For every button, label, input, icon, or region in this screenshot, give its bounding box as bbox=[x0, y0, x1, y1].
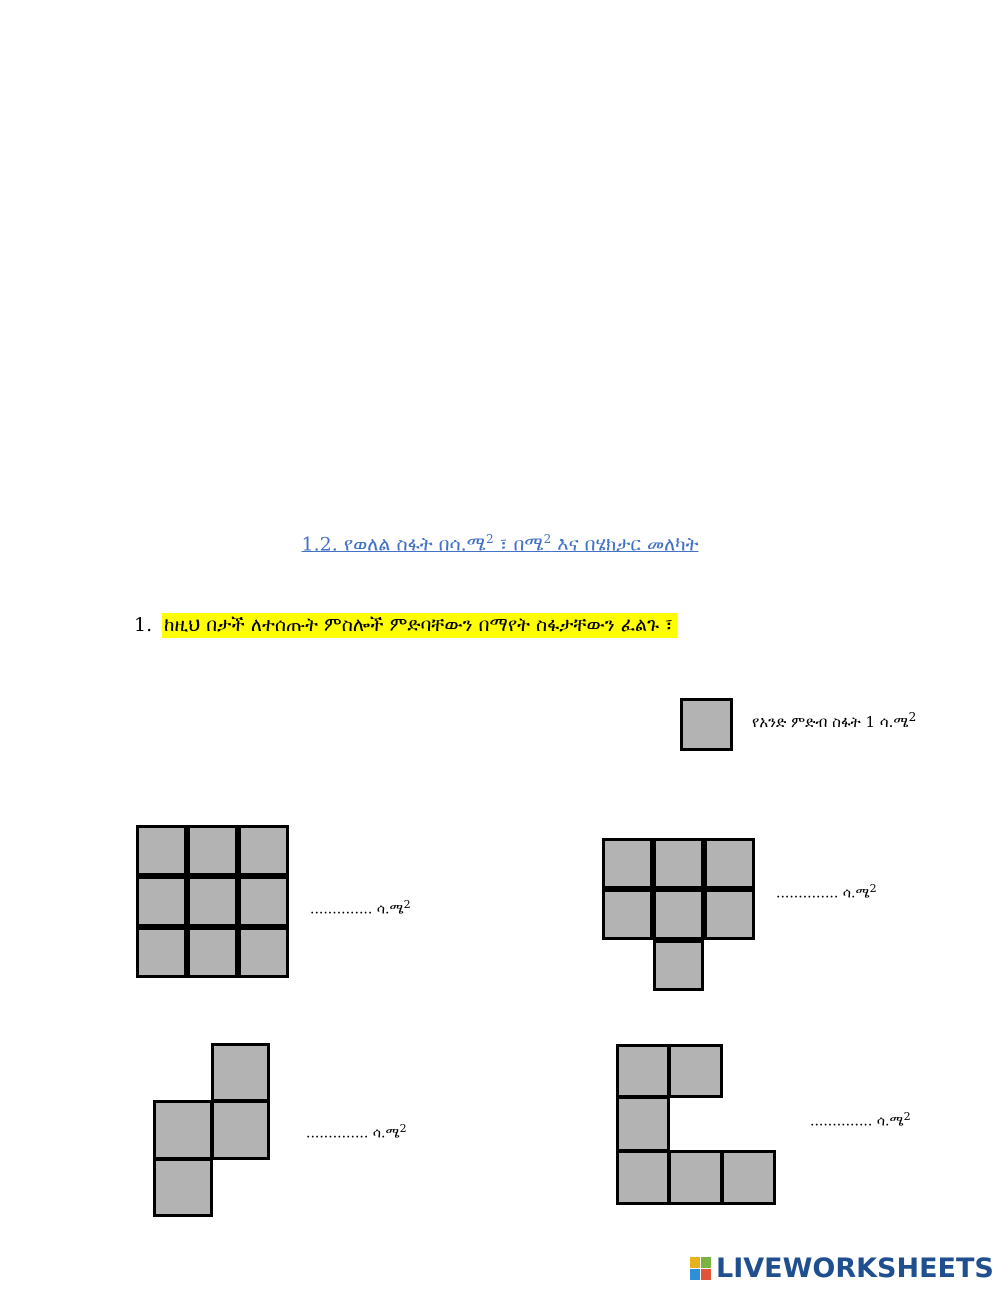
grid-cell bbox=[668, 1044, 723, 1098]
grid-cell bbox=[704, 889, 755, 940]
unit-square bbox=[680, 698, 733, 751]
grid-cell bbox=[721, 1150, 776, 1205]
grid-cell bbox=[136, 825, 187, 876]
grid-cell bbox=[653, 889, 704, 940]
figure-4-answer[interactable]: .............. ሳ.ሜ$^2$ bbox=[810, 1110, 911, 1130]
grid-cell bbox=[653, 838, 704, 889]
figure-3-answer[interactable]: .............. ሳ.ሜ$^2$ bbox=[306, 1122, 407, 1142]
brand-name: LIVEWORKSHEETS bbox=[716, 1253, 994, 1284]
grid-cell bbox=[211, 1043, 270, 1102]
grid-cell bbox=[187, 927, 238, 978]
grid-cell bbox=[704, 838, 755, 889]
grid-cell bbox=[153, 1158, 213, 1217]
grid-cell bbox=[602, 889, 653, 940]
grid-cell bbox=[616, 1044, 670, 1098]
figure-2-answer[interactable]: .............. ሳ.ሜ$^2$ bbox=[776, 882, 877, 902]
legend-text: የአንድ ምድብ ስፋት 1 ሳ.ሜ$^2$ bbox=[752, 710, 917, 731]
grid-cell bbox=[136, 876, 187, 927]
grid-cell bbox=[211, 1100, 270, 1160]
grid-cell bbox=[187, 876, 238, 927]
section-title: 1.2. የወለል ስፋት በሳ.ሜ$^2$ ፣ በሜ$^2$ እና በሄክታር መለካት bbox=[301, 532, 699, 556]
grid-cell bbox=[136, 927, 187, 978]
grid-cell bbox=[616, 1150, 670, 1205]
figure-1-answer[interactable]: .............. ሳ.ሜ$^2$ bbox=[310, 898, 411, 918]
grid-cell bbox=[238, 927, 289, 978]
grid-cell bbox=[668, 1150, 723, 1205]
grid-cell bbox=[187, 825, 238, 876]
grid-cell bbox=[238, 876, 289, 927]
grid-cell bbox=[653, 940, 704, 991]
grid-cell bbox=[602, 838, 653, 889]
liveworksheets-logo[interactable] bbox=[690, 1253, 994, 1284]
grid-cell bbox=[238, 825, 289, 876]
liveworksheets-logo-icon bbox=[690, 1257, 712, 1281]
grid-cell bbox=[153, 1100, 213, 1160]
grid-cell bbox=[616, 1096, 670, 1152]
question-number: 1. bbox=[134, 614, 153, 636]
question-text: ከዚህ በታች ለተሰጡት ምስሎች ምድባቸውን በማየት ስፋታቸውን ፈልጉ ፣ bbox=[162, 613, 677, 638]
